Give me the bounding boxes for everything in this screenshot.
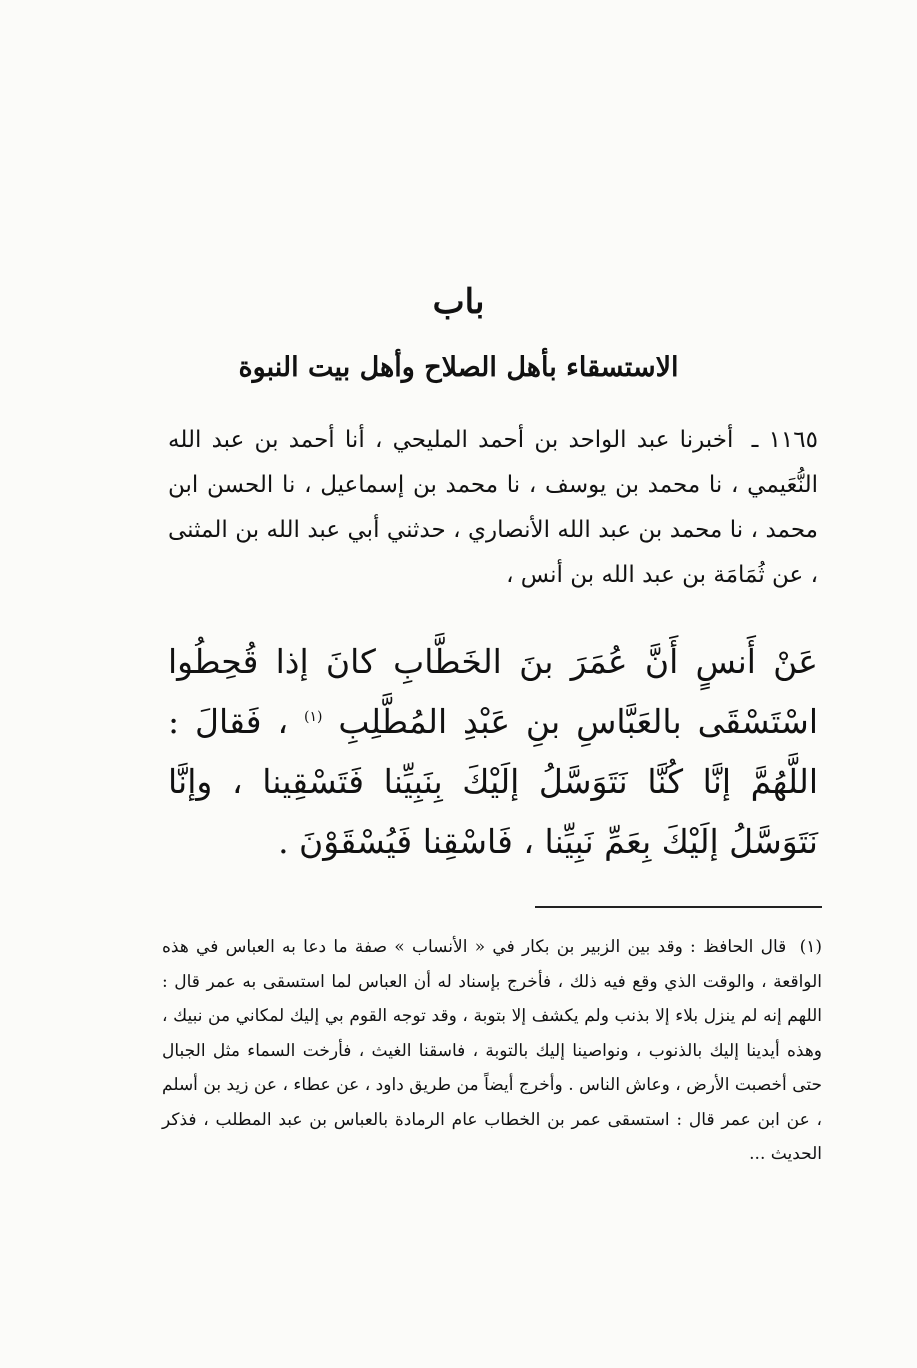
chapter-title: الاستسقاء بأهل الصلاح وأهل بيت النبوة	[238, 352, 679, 383]
footnote-reference[interactable]: (١)	[304, 709, 323, 725]
hadith-number: ١١٦٥ ـ	[751, 427, 818, 453]
footnote-marker: (١)	[799, 937, 822, 957]
footnote-text: قال الحافظ : وقد بين الزبير بن بكار في « الأنساب » صفة ما دعا به العباس في هذه الواقعة ، والوقت الذي وقع فيه ذلك ، فأخرج بإسناد له أن العباس لما استسقى به عمر قال : اللهم إنه لم ينزل بلاء إلا بذنب ولم يكشف إلا بتوبة ، وقد توجه القوم بي إليك لمكاني من نبيك ، وهذه أيدينا إليك بالذنوب ، ونواصينا إليك بالتوبة ، فاسقنا الغيث ، فأرخت السماء مثل الجبال حتى أخصبت الأرض ، وعاش الناس . وأخرج أيضاً من طريق داود ، عن عطاء ، عن زيد بن أسلم ، عن ابن عمر قال : استسقى عمر بن الخطاب عام الرمادة بالعباس بن عبد المطلب ، فذكر الحديث ...	[162, 937, 822, 1164]
isnad-text: أخبرنا عبد الواحد بن أحمد المليحي ، أنا أحمد بن عبد الله النُّعَيمي ، نا محمد بن يوسف ، نا محمد بن إسماعيل ، نا الحسن ابن محمد ، نا محمد بن عبد الله الأنصاري ، حدثني أبي عبد الله بن المثنى ، عن ثُمَامَة بن عبد الله بن أنس ،	[168, 427, 818, 588]
hadith-isnad	[168, 418, 818, 598]
matn-text-part1: عَنْ أَنسٍ أَنَّ عُمَرَ بنَ الخَطَّابِ كانَ إذا قُحِطُوا اسْتَسْقَى بالعَبَّاسِ بنِ عَبْدِ المُطَّلِبِ	[168, 642, 818, 741]
chapter-heading: باب	[432, 282, 485, 322]
footnote-divider	[535, 906, 822, 908]
matn-text-part2: ، فَقالَ : اللَّهُمَّ إنَّا كُنَّا نَتَوَسَّلُ إلَيْكَ بِنَبِيِّنا فَتَسْقِينا ، وإنَّا نَتَوَسَّلُ إلَيْكَ بِعَمِّ نَبِيِّنا ، فَاسْقِنا فَيُسْقَوْنَ .	[168, 702, 818, 861]
hadith-matn	[168, 632, 818, 872]
footnote	[162, 930, 822, 1172]
